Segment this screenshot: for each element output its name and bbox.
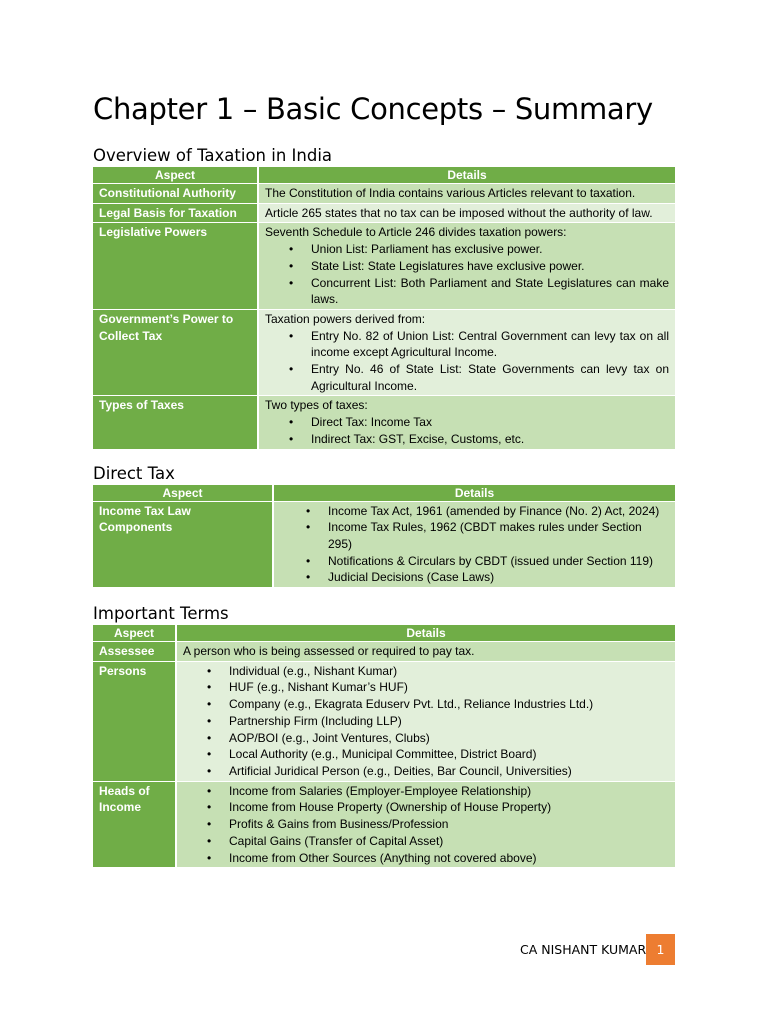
section-heading-direct-tax: Direct Tax xyxy=(93,463,175,483)
row-aspect: Types of Taxes xyxy=(93,396,258,449)
column-header-details: Details xyxy=(176,625,675,642)
bullet-list xyxy=(265,414,669,447)
table-header-row xyxy=(93,167,675,184)
row-aspect: Legislative Powers xyxy=(93,223,258,310)
list-item: • Income from House Property (Ownership of House Property) xyxy=(229,799,669,816)
column-header-aspect: Aspect xyxy=(93,167,258,184)
list-item: • Local Authority (e.g., Municipal Committee, District Board) xyxy=(229,746,669,763)
list-item: • Capital Gains (Transfer of Capital Asset) xyxy=(229,833,669,850)
list-item: • AOP/BOI (e.g., Joint Ventures, Clubs) xyxy=(229,730,669,747)
row-detail xyxy=(258,396,675,449)
list-item: • Income Tax Rules, 1962 (CBDT makes rules under Section 295) xyxy=(328,519,669,552)
column-header-details: Details xyxy=(273,485,675,502)
table-row xyxy=(93,781,675,868)
list-item: • Income from Salaries (Employer-Employee Relationship) xyxy=(229,783,669,800)
page-number-badge: 1 xyxy=(646,934,675,965)
list-item: • Individual (e.g., Nishant Kumar) xyxy=(229,663,669,680)
row-intro: Seventh Schedule to Article 246 divides taxation powers: xyxy=(265,225,567,240)
bullet-list xyxy=(183,663,669,780)
bullet-list xyxy=(280,503,669,587)
row-aspect: Heads of Income xyxy=(93,781,176,868)
table-row xyxy=(93,203,675,223)
row-aspect: Income Tax Law Components xyxy=(93,501,273,588)
important-terms-table xyxy=(93,625,675,868)
page-title: Chapter 1 – Basic Concepts – Summary xyxy=(93,92,653,126)
column-header-aspect: Aspect xyxy=(93,485,273,502)
list-item: • Company (e.g., Ekagrata Eduserv Pvt. Ltd., Reliance Industries Ltd.) xyxy=(229,696,669,713)
list-item: • Indirect Tax: GST, Excise, Customs, etc. xyxy=(311,431,669,448)
row-detail: The Constitution of India contains various Articles relevant to taxation. xyxy=(258,184,675,204)
list-item: • Entry No. 82 of Union List: Central Government can levy tax on all income except Agricultural Income. xyxy=(311,328,669,361)
table-row xyxy=(93,309,675,396)
row-detail xyxy=(273,501,675,588)
list-item: • Notifications & Circulars by CBDT (issued under Section 119) xyxy=(328,553,669,570)
table-row xyxy=(93,642,675,662)
list-item: • Income from Other Sources (Anything not covered above) xyxy=(229,850,669,867)
row-detail xyxy=(176,781,675,868)
table-row xyxy=(93,501,675,588)
row-detail xyxy=(258,309,675,396)
list-item: • Judicial Decisions (Case Laws) xyxy=(328,569,669,586)
row-aspect: Legal Basis for Taxation xyxy=(93,203,258,223)
table-row xyxy=(93,396,675,449)
section-heading-important-terms: Important Terms xyxy=(93,604,229,624)
row-detail xyxy=(258,223,675,310)
overview-table xyxy=(93,167,675,450)
bullet-list xyxy=(265,328,669,395)
row-aspect: Government’s Power to Collect Tax xyxy=(93,309,258,396)
list-item: • Profits & Gains from Business/Profession xyxy=(229,816,669,833)
column-header-details: Details xyxy=(258,167,675,184)
row-detail: Article 265 states that no tax can be imposed without the authority of law. xyxy=(258,203,675,223)
list-item: • Concurrent List: Both Parliament and State Legislatures can make laws. xyxy=(311,275,669,308)
list-item: • State List: State Legislatures have exclusive power. xyxy=(311,258,669,275)
list-item: • Direct Tax: Income Tax xyxy=(311,414,669,431)
list-item: • Artificial Juridical Person (e.g., Deities, Bar Council, Universities) xyxy=(229,763,669,780)
column-header-aspect: Aspect xyxy=(93,625,176,642)
list-item: • HUF (e.g., Nishant Kumar’s HUF) xyxy=(229,679,669,696)
table-row xyxy=(93,223,675,310)
bullet-list xyxy=(183,783,669,867)
direct-tax-table xyxy=(93,485,675,589)
table-header-row xyxy=(93,625,675,642)
row-intro: Taxation powers derived from: xyxy=(265,311,426,326)
list-item: • Union List: Parliament has exclusive power. xyxy=(311,241,669,258)
list-item: • Income Tax Act, 1961 (amended by Finance (No. 2) Act, 2024) xyxy=(328,503,669,520)
table-row xyxy=(93,661,675,781)
section-heading-overview: Overview of Taxation in India xyxy=(93,146,333,165)
row-detail xyxy=(176,661,675,781)
row-intro: Two types of taxes: xyxy=(265,398,368,413)
row-detail: A person who is being assessed or required to pay tax. xyxy=(176,642,675,662)
list-item: • Entry No. 46 of State List: State Governments can levy tax on Agricultural Income. xyxy=(311,361,669,394)
bullet-list xyxy=(265,241,669,308)
table-row xyxy=(93,184,675,204)
row-aspect: Persons xyxy=(93,661,176,781)
document-page xyxy=(93,86,675,868)
list-item: • Partnership Firm (Including LLP) xyxy=(229,713,669,730)
row-aspect: Assessee xyxy=(93,642,176,662)
row-aspect: Constitutional Authority xyxy=(93,184,258,204)
table-header-row xyxy=(93,485,675,502)
footer-author: CA NISHANT KUMAR xyxy=(520,942,647,957)
